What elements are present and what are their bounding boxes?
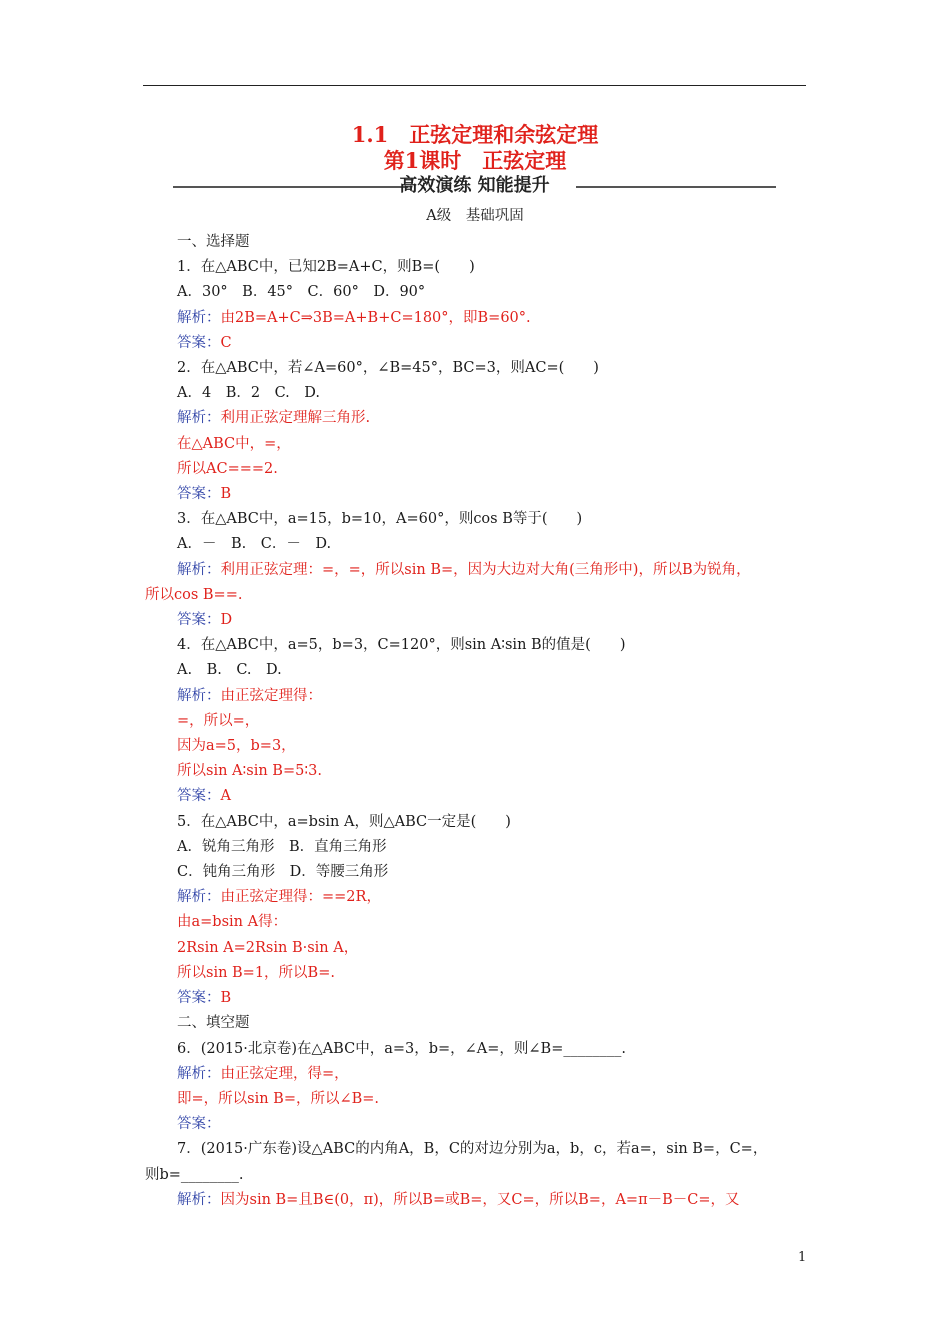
solution-line: 即=，所以sin B=，所以∠B=. [177,1090,380,1107]
solution-label: 解析： [177,561,221,578]
question-stem: 7．(2015·广东卷)设△ABC的内角A，B，C的对边分别为a，b，c，若a=，sin B=，C=， [177,1141,768,1158]
answer-line [145,784,815,809]
solution-line [145,1062,815,1087]
solution-line [145,306,815,331]
solution-label: 解析： [177,1065,221,1082]
solution-text: 利用正弦定理：=，=，所以sin B=，因为大边对大角(三角形中)，所以B为锐角， [220,561,751,578]
answer-label: 答案： [177,1116,221,1133]
question-options: A．－ B. C．－ D. [177,536,332,553]
answer-value: D [220,612,233,629]
level-heading: A级 基础巩固 [426,208,524,224]
answer-value: B [220,990,232,1007]
solution-label: 解析： [177,309,221,326]
answer-label: 答案： [177,334,221,351]
document-body [145,230,815,1213]
section-heading-choice: 一、选择题 [177,234,250,250]
solution-line: 所以sin B=1，所以B=. [177,964,335,981]
question-stem: 5．在△ABC中，a=bsin A，则△ABC一定是( ) [177,813,511,830]
solution-line [145,885,815,910]
solution-text: 由正弦定理得：==2R， [220,889,381,906]
answer-label: 答案： [177,486,221,503]
solution-label: 解析： [177,410,221,427]
question-options: A．4 B．2 C. D. [177,385,320,402]
answer-line [145,1112,815,1137]
question-stem: 6．(2015·北京卷)在△ABC中，a=3，b=，∠A=，则∠B=________. [177,1040,626,1057]
answer-line [145,482,815,507]
answer-line [145,331,815,356]
solution-line [145,684,815,709]
question-stem: 4．在△ABC中，a=5，b=3，C=120°，则sin A∶sin B的值是( ) [177,637,626,654]
solution-text: 由2B=A+C⇒3B=A+B+C=180°，即B=60°. [220,309,531,326]
lesson-title: 第1课时 正弦定理 [383,148,567,173]
question-stem: 1．在△ABC中，已知2B=A+C，则B=( ) [177,259,475,276]
question-options: A. B. C. D. [177,662,282,679]
question-stem-continued: 则b=________. [145,1166,244,1183]
banner [143,174,806,198]
solution-line: 因为a=5，b=3， [177,738,296,755]
solution-text: 由正弦定理，得=， [220,1065,349,1082]
solution-line: 所以sin A∶sin B=5∶3. [177,763,322,780]
solution-text: 因为sin B=且B∈(0，π)，所以B=或B=，又C=，所以B=，A=π－B－C=，又 [220,1191,740,1208]
solution-line [145,558,815,583]
solution-line: 所以AC===2. [177,460,278,477]
solution-label: 解析： [177,687,221,704]
page-number: 1 [798,1250,807,1265]
answer-value: A [220,788,231,805]
section-heading-fill: 二、填空题 [177,1015,250,1032]
answer-line [145,608,815,633]
answer-label: 答案： [177,990,221,1007]
answer-line [145,986,815,1011]
question-options: C．钝角三角形 D．等腰三角形 [177,864,389,881]
question-stem: 2．在△ABC中，若∠A=60°，∠B=45°，BC=3，则AC=( ) [177,360,599,377]
answer-label: 答案： [177,612,221,629]
banner-text: 高效演练 知能提升 [399,175,550,196]
solution-line [145,406,815,431]
solution-line: 所以cos B==. [145,586,243,603]
section-title: 1.1 正弦定理和余弦定理 [351,122,599,147]
solution-line: 2Rsin A=2Rsin B·sin A， [177,939,359,956]
solution-text: 由正弦定理得： [220,687,322,704]
question-options: A．锐角三角形 B．直角三角形 [177,838,387,855]
question-options: A．30° B．45° C．60° D．90° [177,284,426,301]
solution-line: =，所以=， [177,712,260,729]
solution-line: 在△ABC中，=， [177,435,291,452]
answer-value: C [220,334,232,351]
solution-text: 利用正弦定理解三角形. [220,410,371,427]
solution-line [145,1188,815,1213]
solution-line: 由a=bsin A得： [177,914,288,931]
question-stem: 3．在△ABC中，a=15，b=10，A=60°，则cos B等于( ) [177,511,583,528]
top-rule [143,85,806,86]
solution-label: 解析： [177,889,221,906]
answer-value: B [220,486,232,503]
answer-label: 答案： [177,788,221,805]
solution-label: 解析： [177,1191,221,1208]
